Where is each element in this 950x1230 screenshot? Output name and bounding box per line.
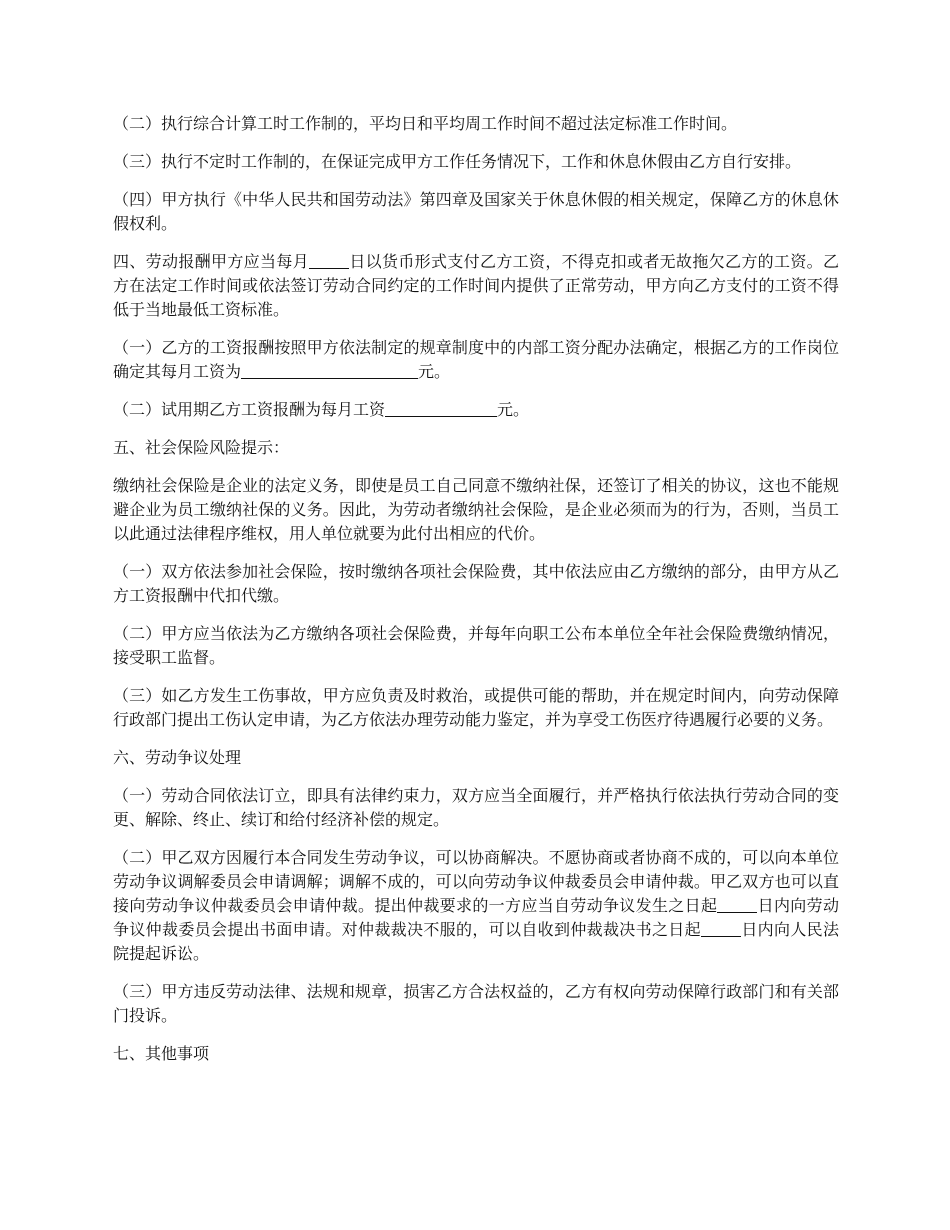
heading-social-insurance: 五、社会保险风险提示：	[113, 438, 290, 457]
paragraph-social-insurance-warning: 缴纳社会保险是企业的法定义务，即使是员工自己同意不缴纳社保，还签订了相关的协议，这也不能规避企业为员工缴纳社保的义务。因此，为劳动者缴纳社会保险，是企业必须而为的行为，否则，当员工以此通过法律程序维权，用人单位就要为此付出相应的代价。	[113, 476, 839, 543]
blank-lawsuit-days	[701, 919, 741, 937]
document-page	[113, 112, 839, 1080]
paragraph-complaint: （三）甲方违反劳动法律、法规和规章，损害乙方合法权益的，乙方有权向劳动保障行政部门和有关部门投诉。	[113, 982, 839, 1025]
paragraph-dispute-resolution: （二）甲乙双方因履行本合同发生劳动争议，可以协商解决。不愿协商或者协商不成的，可以向本单位劳动争议调解委员会申请调解；调解不成的，可以向劳动争议仲裁委员会申请仲裁。甲乙双方也可以直接向劳动争议仲裁委员会申请仲裁。提出仲裁要求的一方应当自劳动争议发生之日起 日内向劳动争议仲裁委员会提出书面申请。对仲裁裁决不服的，可以自收到仲裁裁决书之日起 日内向人民法院提起诉讼。	[113, 848, 839, 963]
paragraph-insurance-participation: （一）双方依法参加社会保险，按时缴纳各项社会保险费，其中依法应由乙方缴纳的部分，由甲方从乙方工资报酬中代扣代缴。	[113, 562, 839, 605]
blank-pay-day	[309, 251, 349, 269]
heading-other-matters: 七、其他事项	[113, 1044, 210, 1063]
blank-arbitration-days	[717, 895, 757, 913]
paragraph-contract-binding: （一）劳动合同依法订立，即具有法律约束力，双方应当全面履行，并严格执行依法执行劳动合同的变更、解除、终止、续订和给付经济补偿的规定。	[113, 786, 839, 829]
blank-monthly-wage	[241, 361, 418, 379]
paragraph-working-hours-comprehensive: （二）执行综合计算工时工作制的，平均日和平均周工作时间不超过法定标准工作时间。	[113, 114, 738, 133]
paragraph-insurance-payment: （二）甲方应当依法为乙方缴纳各项社会保险费，并每年向职工公布本单位全年社会保险费缴纳情况，接受职工监督。	[113, 624, 839, 667]
heading-labor-dispute: 六、劳动争议处理	[113, 748, 242, 767]
blank-probation-wage	[385, 399, 497, 417]
paragraph-working-hours-flexible: （三）执行不定时工作制的，在保证完成甲方工作任务情况下，工作和休息休假由乙方自行安排。	[113, 152, 802, 171]
paragraph-monthly-wage: （一）乙方的工资报酬按照甲方依法制定的规章制度中的内部工资分配办法确定，根据乙方的工作岗位确定其每月工资为 元。	[113, 338, 839, 381]
paragraph-work-injury: （三）如乙方发生工伤事故，甲方应负责及时救治，或提供可能的帮助，并在规定时间内，向劳动保障行政部门提出工伤认定申请，为乙方依法办理劳动能力鉴定，并为享受工伤医疗待遇履行必要的义务。	[113, 686, 839, 729]
paragraph-probation-wage: （二）试用期乙方工资报酬为每月工资 元。	[113, 400, 530, 419]
paragraph-remuneration: 四、劳动报酬甲方应当每月 日以货币形式支付乙方工资，不得克扣或者无故拖欠乙方的工资。乙方在法定工作时间或依法签订劳动合同约定的工作时间内提供了正常劳动，甲方向乙方支付的工资不得低于当地最低工资标准。	[113, 252, 839, 319]
paragraph-rest-leave: （四）甲方执行《中华人民共和国劳动法》第四章及国家关于休息休假的相关规定，保障乙方的休息休假权利。	[113, 190, 839, 233]
